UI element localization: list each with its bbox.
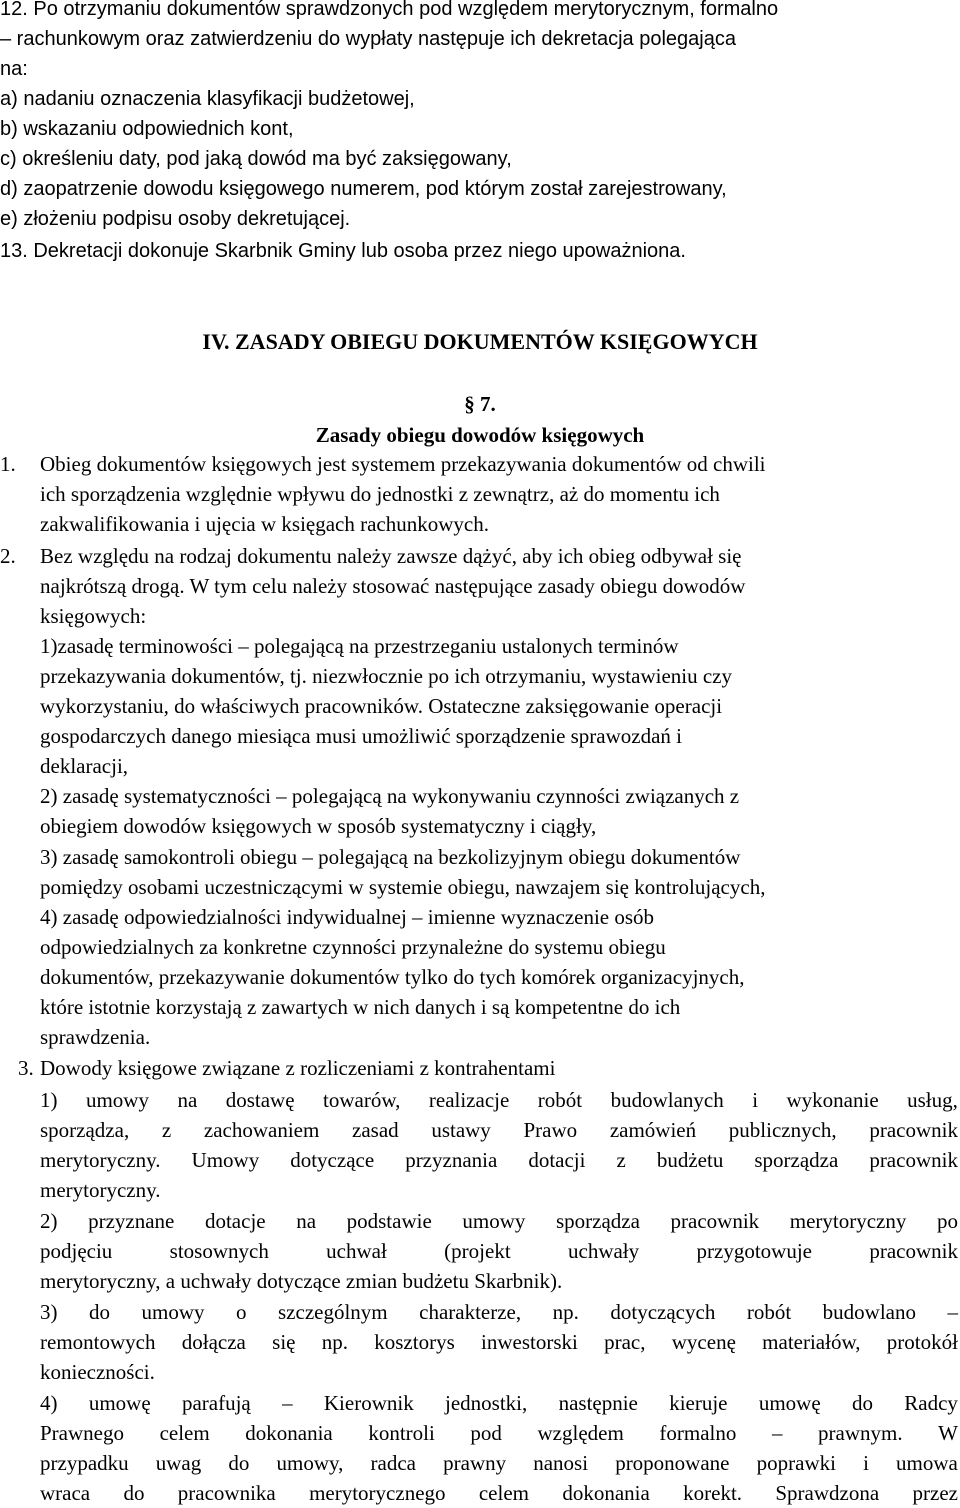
- word: celem: [478, 1481, 529, 1505]
- word: prawny: [443, 1451, 507, 1475]
- point-3-justified-line: [40, 1085, 958, 1115]
- word: towarów,: [323, 1088, 401, 1112]
- word: szczególnym: [278, 1300, 388, 1324]
- word: protokół: [886, 1330, 958, 1354]
- point-2-line: 1)zasadę terminowości – polegającą na przestrzeganiu ustalonych terminów: [40, 634, 679, 658]
- word: zasad: [352, 1118, 399, 1142]
- word: publicznych,: [728, 1118, 837, 1142]
- section-13: 13. Dekretacji dokonuje Skarbnik Gminy lub osoba przez niego upoważniona.: [0, 240, 686, 262]
- word: i: [863, 1451, 869, 1475]
- word: się: [272, 1330, 296, 1354]
- word: dokonania: [562, 1481, 650, 1505]
- word: do: [123, 1481, 145, 1505]
- point-3-justified-line: [40, 1115, 958, 1145]
- word: uwag: [155, 1451, 202, 1475]
- word: budżetu: [656, 1148, 724, 1172]
- word: Umowy: [191, 1148, 260, 1172]
- word: przyznane: [88, 1209, 175, 1233]
- word: –: [947, 1300, 958, 1324]
- word: na: [296, 1209, 317, 1233]
- word: pracownika: [177, 1481, 276, 1505]
- point-2-line: 4) zasadę odpowiedzialności indywidualnej – imienne wyznaczenie osób: [40, 905, 655, 929]
- chapter-heading: IV. ZASADY OBIEGU DOKUMENTÓW KSIĘGOWYCH: [202, 329, 758, 354]
- word: podstawie: [346, 1209, 432, 1233]
- point-3-line: merytoryczny.: [40, 1178, 161, 1202]
- word: proponowane: [615, 1451, 730, 1475]
- word: merytoryczny.: [40, 1148, 161, 1172]
- paragraph-title: Zasady obiegu dowodów księgowych: [315, 423, 645, 447]
- word: celem: [159, 1421, 210, 1445]
- point-2-line: pomiędzy osobami uczestniczącymi w systemie obiegu, nawzajem się kontrolujących,: [40, 875, 766, 899]
- word: z: [161, 1118, 172, 1142]
- point-3-justified-line: [40, 1236, 958, 1266]
- sec12-item-e: e) złożeniu podpisu osoby dekretującej.: [0, 208, 351, 230]
- point-3-justified-line: [40, 1388, 958, 1418]
- word: formalno: [659, 1421, 737, 1445]
- word: Prawnego: [40, 1421, 124, 1445]
- word: przygotowuje: [696, 1239, 812, 1263]
- word: względem: [537, 1421, 624, 1445]
- word: uchwały: [568, 1239, 640, 1263]
- word: wykonanie: [786, 1088, 879, 1112]
- word: uchwał: [326, 1239, 387, 1263]
- point-2-line: 3) zasadę samokontroli obiegu – polegającą na bezkolizyjnym obiegu dokumentów: [40, 845, 741, 869]
- word: umowa: [896, 1451, 958, 1475]
- word: materiałów,: [762, 1330, 861, 1354]
- word: usług,: [907, 1088, 958, 1112]
- word: pracownik: [869, 1118, 958, 1142]
- point-2-line: deklaracji,: [40, 754, 129, 778]
- word: do: [851, 1391, 873, 1415]
- point-1-line: Obieg dokumentów księgowych jest systemem przekazywania dokumentów od chwili: [40, 452, 766, 476]
- word: korekt.: [683, 1481, 743, 1505]
- word: podjęciu: [40, 1239, 113, 1263]
- word: wraca: [40, 1481, 91, 1505]
- word: dokonania: [245, 1421, 333, 1445]
- word: robót: [537, 1088, 583, 1112]
- point-2-line: Bez względu na rodzaj dokumentu należy zawsze dążyć, aby ich obieg odbywał się: [40, 544, 742, 568]
- point-2-line: odpowiedzialnych za konkretne czynności przynależne do systemu obiegu: [40, 935, 666, 959]
- word: pod: [470, 1421, 502, 1445]
- point-2-line: które istotnie korzystają z zawartych w nich danych i są kompetentne do ich: [40, 995, 681, 1019]
- word: przypadku: [40, 1451, 129, 1475]
- word: przez: [912, 1481, 958, 1505]
- point-3-justified-line: [40, 1206, 958, 1236]
- point-3-line: konieczności.: [40, 1360, 155, 1384]
- word: radca: [370, 1451, 416, 1475]
- word: ustawy: [431, 1118, 491, 1142]
- word: parafują: [181, 1391, 251, 1415]
- word: umowę: [88, 1391, 151, 1415]
- word: sporządza,: [40, 1118, 130, 1142]
- word: umowy: [462, 1209, 526, 1233]
- point-3-justified-line: [40, 1448, 958, 1478]
- word: budowlanych: [610, 1088, 724, 1112]
- point-3-line: merytoryczny, a uchwały dotyczące zmian budżetu Skarbnik).: [40, 1269, 563, 1293]
- word: merytoryczny: [789, 1209, 907, 1233]
- sec12-item-d: d) zaopatrzenie dowodu księgowego numerem, pod którym został zarejestrowany,: [0, 178, 727, 200]
- word: dotyczących: [610, 1300, 716, 1324]
- point-1-number: 1.: [0, 452, 16, 476]
- word: dotyczące: [290, 1148, 375, 1172]
- word: realizacje: [428, 1088, 510, 1112]
- point-2-line: najkrótszą drogą. W tym celu należy stosować następujące zasady obiegu dowodów: [40, 574, 746, 598]
- point-3-justified-line: [40, 1327, 958, 1357]
- word: umowy: [141, 1300, 205, 1324]
- point-2-number: 2.: [0, 544, 16, 568]
- word: zachowaniem: [203, 1118, 320, 1142]
- point-3-justified-line: [40, 1418, 958, 1448]
- word: 1): [40, 1088, 58, 1112]
- point-3-justified-line: [40, 1297, 958, 1327]
- word: i: [752, 1088, 759, 1112]
- word: kosztorys: [374, 1330, 455, 1354]
- word: budowlano: [822, 1300, 916, 1324]
- word: Prawo: [523, 1118, 578, 1142]
- word: Radcy: [904, 1391, 958, 1415]
- point-2-line: sprawdzenia.: [40, 1025, 151, 1049]
- word: prac,: [604, 1330, 646, 1354]
- point-2-line: księgowych:: [40, 604, 147, 628]
- word: na: [177, 1088, 198, 1112]
- word: 2): [40, 1209, 58, 1233]
- word: np.: [321, 1330, 348, 1354]
- word: np.: [552, 1300, 579, 1324]
- point-2-line: wykorzystaniu, do właściwych pracowników. Ostateczne zaksięgowanie operacji: [40, 694, 723, 718]
- word: umowy,: [276, 1451, 344, 1475]
- word: robót: [746, 1300, 792, 1324]
- point-2-line: dokumentów, przekazywanie dokumentów tylko do tych komórek organizacyjnych,: [40, 965, 745, 989]
- word: sporządza: [555, 1209, 640, 1233]
- word: jednostki,: [445, 1391, 528, 1415]
- sec12-line-3: na:: [0, 58, 28, 80]
- word: dostawę: [225, 1088, 295, 1112]
- word: inwestorski: [481, 1330, 578, 1354]
- word: stosownych: [169, 1239, 269, 1263]
- word: pracownik: [869, 1148, 958, 1172]
- word: umowę: [758, 1391, 821, 1415]
- word: do: [228, 1451, 250, 1475]
- word: (projekt: [444, 1239, 511, 1263]
- word: dołącza: [181, 1330, 246, 1354]
- word: nanosi: [533, 1451, 589, 1475]
- sec12-item-c: c) określeniu daty, pod jaką dowód ma być zaksięgowany,: [0, 148, 512, 170]
- sec12-item-b: b) wskazaniu odpowiednich kont,: [0, 118, 294, 140]
- word: –: [282, 1391, 293, 1415]
- word: po: [936, 1209, 958, 1233]
- word: z: [616, 1148, 626, 1172]
- word: Sprawdzona: [775, 1481, 880, 1505]
- point-1-line: zakwalifikowania i ujęcia w księgach rachunkowych.: [40, 512, 489, 536]
- word: W: [938, 1421, 958, 1445]
- word: merytorycznego: [309, 1481, 446, 1505]
- word: 4): [40, 1391, 58, 1415]
- word: wycenę: [671, 1330, 736, 1354]
- sec12-item-a: a) nadaniu oznaczenia klasyfikacji budżetowej,: [0, 88, 415, 110]
- point-3-justified-line: [40, 1145, 958, 1175]
- word: kieruje: [669, 1391, 728, 1415]
- paragraph-mark: § 7.: [464, 392, 496, 416]
- word: prawnym.: [818, 1421, 903, 1445]
- point-2-line: gospodarczych danego miesiąca musi umożliwić sporządzenie sprawozdań i: [40, 724, 683, 748]
- word: o: [236, 1300, 247, 1324]
- word: poprawki: [756, 1451, 836, 1475]
- word: dotacji: [528, 1148, 586, 1172]
- word: umowy: [85, 1088, 149, 1112]
- word: przyznania: [405, 1148, 498, 1172]
- point-2-line: 2) zasadę systematyczności – polegającą na wykonywaniu czynności związanych z: [40, 784, 740, 808]
- word: sporządza: [754, 1148, 839, 1172]
- word: charakterze,: [419, 1300, 522, 1324]
- word: dotacje: [204, 1209, 266, 1233]
- word: następnie: [558, 1391, 638, 1415]
- point-2-line: obiegiem dowodów księgowych w sposób systematyczny i ciągły,: [40, 814, 597, 838]
- word: 3): [40, 1300, 58, 1324]
- point-3-heading: Dowody księgowe związane z rozliczeniami z kontrahentami: [40, 1056, 556, 1080]
- word: remontowych: [40, 1330, 156, 1354]
- word: Kierownik: [323, 1391, 414, 1415]
- point-2-line: przekazywania dokumentów, tj. niezwłocznie po ich otrzymaniu, wystawieniu czy: [40, 664, 732, 688]
- point-3-number: 3.: [18, 1056, 34, 1080]
- sec12-line-2: – rachunkowym oraz zatwierdzeniu do wypłaty następuje ich dekretacja polegająca: [0, 28, 736, 50]
- word: pracownik: [670, 1209, 760, 1233]
- word: kontroli: [368, 1421, 435, 1445]
- word: pracownik: [869, 1239, 958, 1263]
- word: zamówień: [609, 1118, 697, 1142]
- word: –: [771, 1421, 783, 1445]
- word: do: [89, 1300, 110, 1324]
- sec12-line-1: 12. Po otrzymaniu dokumentów sprawdzonych pod względem merytorycznym, formalno: [0, 0, 779, 20]
- point-3-justified-line: [40, 1478, 958, 1508]
- point-1-line: ich sporządzenia względnie wpływu do jednostki z zewnątrz, aż do momentu ich: [40, 482, 720, 506]
